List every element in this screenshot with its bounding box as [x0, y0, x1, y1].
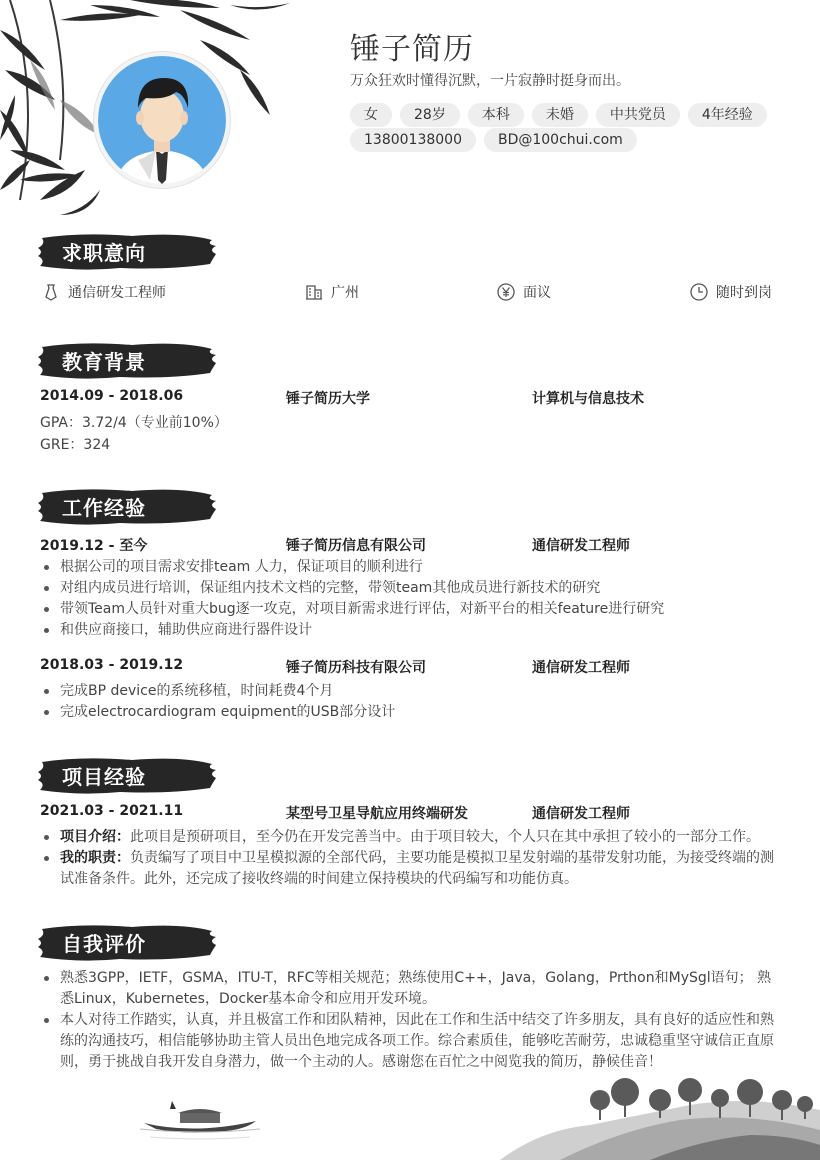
project-bullets — [40, 827, 782, 890]
intent-position — [42, 282, 166, 302]
project-intro-label: 项目介绍： — [60, 829, 130, 845]
list-item: 带领Team人员针对重大bug逐一攻克，对项目新需求进行评估，对新平台的相关feature进行研究 — [40, 599, 782, 620]
info-tags — [350, 103, 767, 127]
intent-city — [305, 282, 359, 302]
boat-decoration — [140, 1095, 260, 1145]
project-duty: 负责编写了项目中卫星模拟源的全部代码，主要功能是模拟卫星发射端的基带发射功能，为接受终端的测试准备条件。此外，还完成了接收终端的时间建立保持模块的代码编写和功能仿真。 — [60, 850, 774, 887]
tag-gender: 女 — [350, 103, 392, 127]
project-period: 2021.03 - 2021.11 — [40, 803, 184, 819]
self-bullets — [40, 968, 782, 1073]
intent-availability-text: 随时到岗 — [716, 285, 772, 301]
section-title: 求职意向 — [62, 241, 146, 265]
list-item: 完成BP device的系统移植，时间耗费4个月 — [40, 681, 782, 702]
work-1-bullets — [40, 557, 782, 641]
section-title: 教育背景 — [62, 350, 146, 374]
work-company: 锤子简历信息有限公司 — [286, 538, 426, 554]
project-title: 通信研发工程师 — [532, 806, 630, 822]
work-title: 通信研发工程师 — [532, 538, 630, 554]
project-name: 某型号卫星导航应用终端研发 — [286, 806, 468, 822]
work-company: 锤子简历科技有限公司 — [286, 660, 426, 676]
tag-email: BD@100chui.com — [484, 128, 637, 152]
work-title: 通信研发工程师 — [532, 660, 630, 676]
intent-salary-text: 面议 — [523, 285, 551, 301]
education-major: 计算机与信息技术 — [532, 391, 644, 407]
section-header-self — [38, 923, 218, 963]
list-item — [40, 827, 782, 848]
avatar — [94, 52, 230, 188]
clock-icon — [690, 283, 708, 301]
tag-degree: 本科 — [468, 103, 524, 127]
motto: 万众狂欢时懂得沉默，一片寂静时挺身而出。 — [350, 73, 630, 89]
list-item: 本人对待工作踏实，认真，并且极富工作和团队精神，因此在工作和生活中结交了许多朋友，具有良好的适应性和熟练的沟通技巧，相信能够协助主管人员出色地完成各项工作。综合素质佳，能够吃苦耐劳，忠诚稳重坚守诚信正直原则，勇于挑战自我开发自身潜力，做一个主动的人。感谢您在百忙之中阅览我的简历，静候佳音！ — [40, 1010, 782, 1073]
section-title: 项目经验 — [62, 765, 146, 789]
section-title: 工作经验 — [62, 496, 146, 520]
intent-availability — [690, 282, 772, 302]
section-title: 自我评价 — [62, 932, 146, 956]
tie-icon — [42, 283, 60, 301]
tag-political: 中共党员 — [596, 103, 680, 127]
list-item: 和供应商接口，辅助供应商进行器件设计 — [40, 620, 782, 641]
education-gpa: GPA：3.72/4（专业前10%） — [40, 415, 228, 431]
contact-tags — [350, 128, 637, 152]
list-item: 对组内成员进行培训，保证组内技术文档的完整，带领team其他成员进行新技术的研究 — [40, 578, 782, 599]
building-icon — [305, 283, 323, 301]
section-header-intent — [38, 232, 218, 272]
intent-position-text: 通信研发工程师 — [68, 285, 166, 301]
work-period: 2018.03 - 2019.12 — [40, 657, 184, 673]
list-item: 完成electrocardiogram equipment的USB部分设计 — [40, 702, 782, 723]
section-header-education — [38, 341, 218, 381]
resume-name: 锤子简历 — [350, 32, 474, 67]
list-item: 熟悉3GPP，IETF，GSMA，ITU-T，RFC等相关规范；熟练使用C++，Java，Golang，Prthon和MySgl语句； 熟悉Linux，Kubernetes，Docker基本命令和应用开发环境。 — [40, 968, 782, 1010]
landscape-decoration — [500, 1070, 820, 1160]
section-header-work — [38, 487, 218, 527]
list-item: 根据公司的项目需求安排team 人力，保证项目的顺利进行 — [40, 557, 782, 578]
tag-phone: 13800138000 — [350, 128, 476, 152]
education-school: 锤子简历大学 — [286, 391, 370, 407]
tag-age: 28岁 — [400, 103, 460, 127]
education-gre: GRE：324 — [40, 437, 111, 453]
work-period: 2019.12 - 至今 — [40, 538, 148, 554]
tag-experience: 4年经验 — [688, 103, 767, 127]
project-duty-label: 我的职责： — [60, 850, 130, 866]
education-period: 2014.09 - 2018.06 — [40, 388, 184, 404]
tag-marital: 未婚 — [532, 103, 588, 127]
intent-city-text: 广州 — [331, 285, 359, 301]
project-intro: 此项目是预研项目，至今仍在开发完善当中。由于项目较大，个人只在其中承担了较小的一部分工作。 — [130, 829, 760, 845]
work-2-bullets — [40, 681, 782, 723]
yen-icon — [497, 283, 515, 301]
list-item — [40, 848, 782, 890]
section-header-project — [38, 756, 218, 796]
intent-salary — [497, 282, 551, 302]
person-icon — [98, 56, 226, 184]
